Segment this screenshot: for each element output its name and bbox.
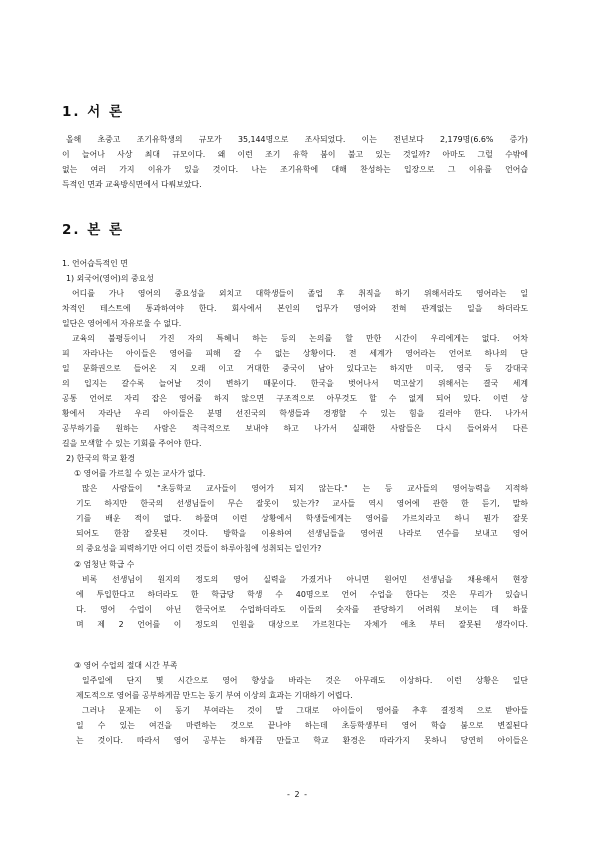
body-line: 공통 언어로 자리 잡은 영어를 하지 않으면 구조적으로 아무것도 할 수 없게 되어 있다. 이런 상 [62,394,528,403]
body-line: 길을 모색할 수 있는 기회를 주어야 한다. [62,439,202,448]
body-line: 황에서 자라난 우리 아이들은 분명 선진국의 학생들과 경쟁할 수 있는 힘을 길러야 한다. 나가서 [62,409,528,418]
list-item-label: ③ 영어 수업의 절대 시간 부족 [74,661,178,670]
body-line: 그러나 문제는 이 동기 부여라는 것이 말 그대로 아이들이 영어를 추후 결정적 으로 받아들 [82,706,528,715]
subsection-heading: 1. 언어습득적인 면 [62,259,128,268]
body-line: 는 것이다. 따라서 영어 공부는 하게끔 만들고 학교 환경은 따라가지 못하니 당연히 아이들은 [76,736,528,745]
body-line: 제도적으로 영어를 공부하게끔 만드는 동기 부여 이상의 효과는 기대하기 어렵다. [76,691,353,700]
body-line: 많은 사람들이 "초등학교 교사들이 영어가 되지 않는다." 는 등 교사들의 영어능력을 지적하 [82,484,528,493]
body-line: 일단은 영어에서 자유로울 수 없다. [62,319,182,328]
body-line: 의 입지는 갈수록 늘어날 것이 변하기 때문이다. 한국을 벗어나서 먹고살기 위해서는 결국 세계 [62,379,528,388]
body-line: 며 제 2 언어를 이 정도의 인원을 대상으로 가르친다는 자체가 애초 부터 잘못된 생각이다. [76,620,528,629]
list-item-label: ① 영어를 가르칠 수 있는 교사가 없다. [74,469,206,478]
intro-line: 이 늘어나 사상 최대 규모이다. 왜 이런 조기 유학 붐이 불고 있는 것일까? 아마도 그럴 수밖에 [62,150,528,159]
page-number: - 2 - [287,790,308,799]
body-line: 일주일에 단지 몇 시간으로 영어 향상을 바라는 것은 아무래도 이상하다. 이런 상황은 일단 [82,676,528,685]
body-line: 어디를 가나 영어의 중요성을 외치고 대학생들이 졸업 후 취직을 하기 위해서라도 영어라는 일 [72,289,528,298]
body-line: 에 투입한다고 하더라도 한 학급당 학생 수 40명으로 언어 수업을 한다는 것은 무리가 있습니 [76,590,528,599]
body-line: 일 수 있는 여건을 마련하는 것으로 끝나야 하는데 초등학생부터 영어 학습 붐으로 변질된다 [76,721,528,730]
subsection-heading: 2) 한국의 학교 환경 [66,454,135,463]
list-item-label: ② 엄청난 학급 수 [74,560,135,569]
body-line: 교육의 불평등이니 가진 자의 특혜니 하는 등의 논의를 할 만한 시간이 우리에게는 없다. 어차 [72,334,528,343]
body-line: 비록 선생님이 원지의 정도의 영어 실력을 가졌거나 아니면 원어민 선생님을 채용해서 현장 [82,575,528,584]
body-line: 일 문화권으로 들어온 지 오래 이고 거대한 중국이 남아 있다고는 하지만 미국, 영국 등 강대국 [62,364,528,373]
intro-line: 올해 초중고 조기유학생의 규모가 35,144명으로 조사되었다. 이는 전년보다 2,179명(6.6% 증가) [66,135,528,144]
body-line: 기를 배운 적이 없다. 하물며 이런 상황에서 학생들에게는 영어를 가르치라고 하니 뭔가 잘못 [76,514,528,523]
intro-line: 없는 여러 가지 이유가 있을 것이다. 나는 조기유학에 대해 찬성하는 입장으로 그 이유를 언어습 [62,165,528,174]
section-1-heading: 1. 서 론 [62,104,125,120]
body-line: 되어도 한참 잘못된 것이다. 방학을 이용하여 선생님들을 영어권 나라로 연수를 보내고 영어 [76,529,528,538]
body-line: 공부하기를 원하는 사람은 적극적으로 보내야 하고 나가서 실패한 사람들은 다시 들어와서 다른 [62,424,528,433]
body-line: 피 자라나는 아이들은 영어를 피해 갈 수 없는 상황이다. 전 세계가 영어라는 언어로 하나의 단 [62,349,528,358]
section-2-heading: 2. 본 론 [62,222,125,238]
subsection-heading: 1) 외국어(영어)의 중요성 [66,274,154,283]
body-line: 차적인 테스트에 통과하여야 한다. 회사에서 본인의 업무가 영어와 전혀 관계없는 일을 하더라도 [62,304,528,313]
body-line: 다. 영어 수업이 아닌 한국어로 수업하더라도 이들의 숫자를 관당하기 어려워 보이는 데 하물 [76,605,528,614]
body-line: 기도 하지만 한국의 선생님들이 무슨 잘못이 있는가? 교사들 역시 영어에 관한 한 듣기, 말하 [76,499,528,508]
intro-line: 득적인 면과 교육방식면에서 다뤄보았다. [62,180,202,189]
body-line: 의 중요성을 피력하기만 어디 이런 것들이 하루아침에 성취되는 일인가? [76,544,322,553]
